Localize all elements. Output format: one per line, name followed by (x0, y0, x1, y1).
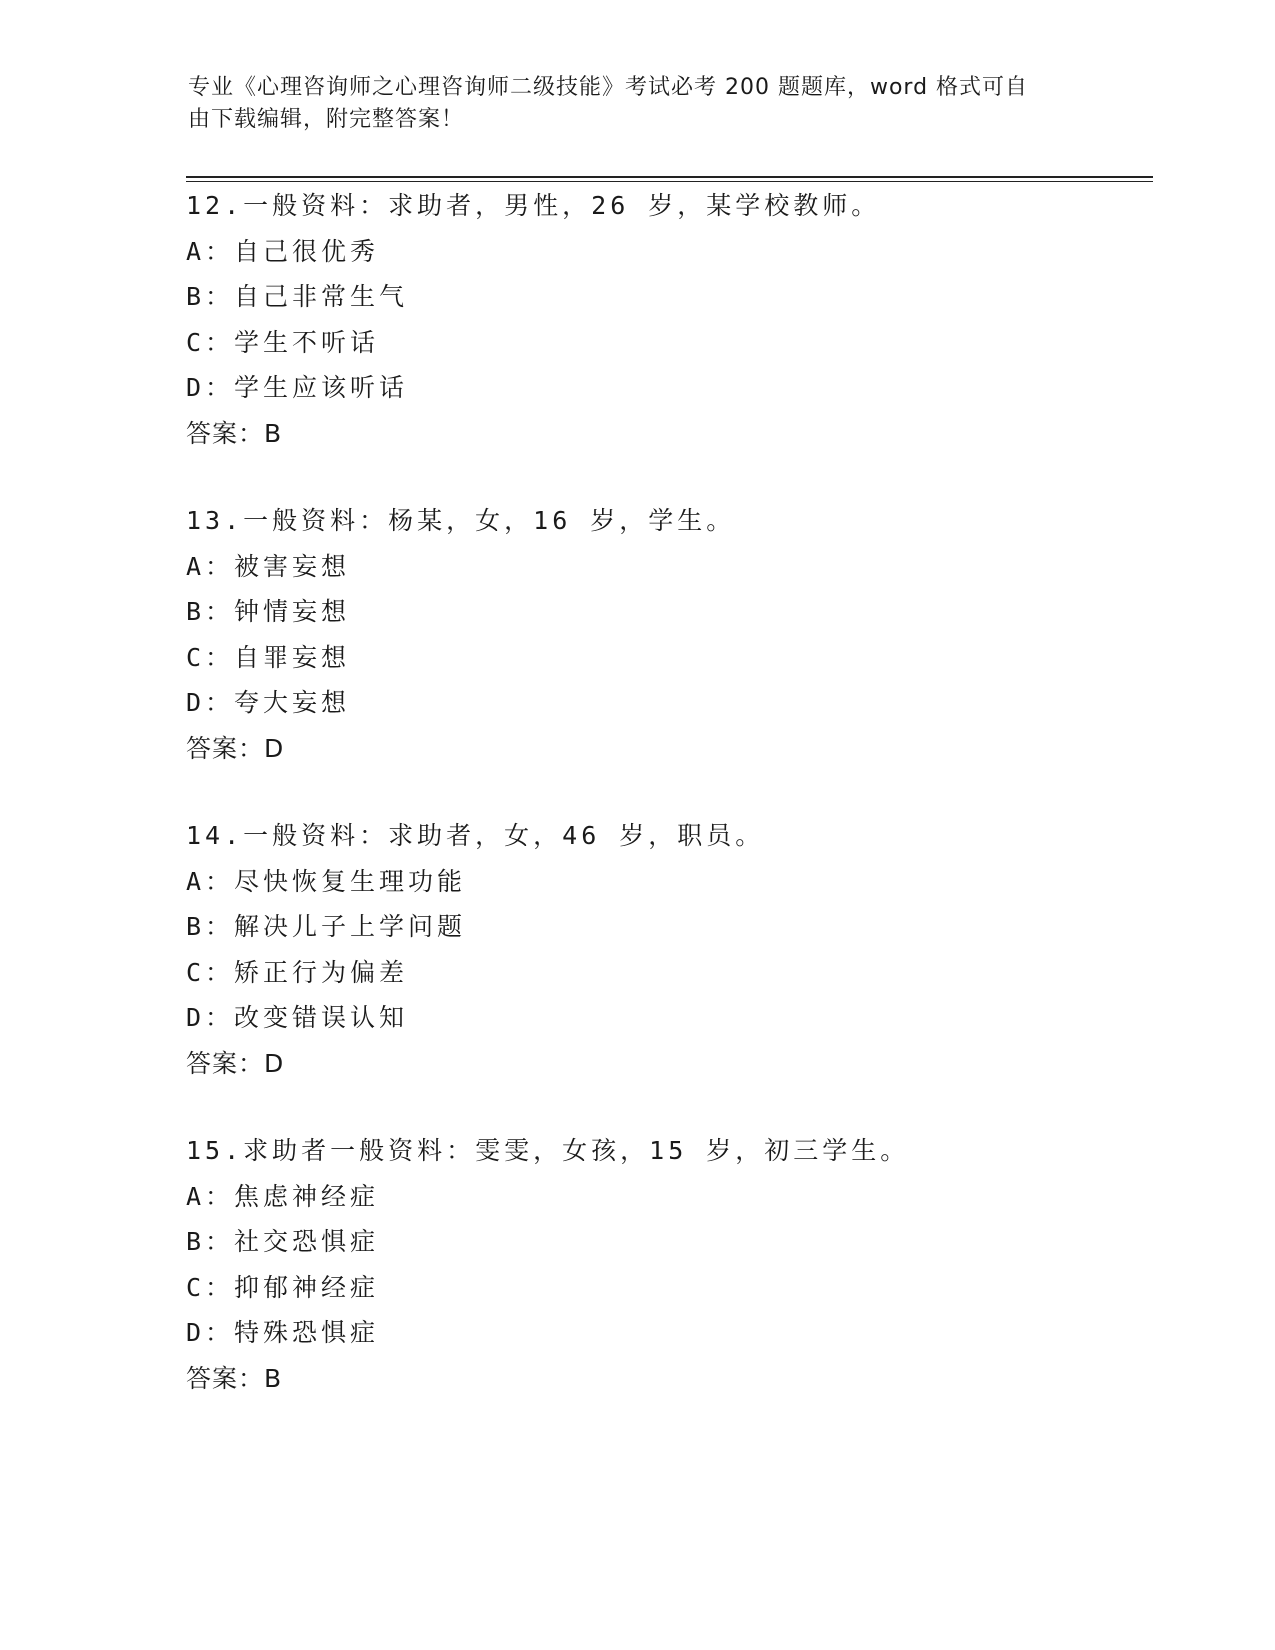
option-a: A：尽快恢复生理功能 (186, 866, 467, 896)
question-block (186, 1128, 1146, 1402)
header-line-2: 由下载编辑，附完整答案！ (188, 107, 465, 132)
option-b: B：钟情妄想 (186, 597, 351, 627)
document-header (188, 72, 1088, 136)
question-stem: 12.一般资料：求助者，男性，26 岁，某学校教师。 (186, 191, 881, 220)
option-c: C：学生不听话 (186, 327, 380, 357)
answer-line: 答案：D (186, 1048, 285, 1078)
option-a: A：焦虑神经症 (186, 1181, 380, 1211)
option-d: D：夸大妄想 (186, 688, 351, 718)
question-stem: 13.一般资料：杨某，女，16 岁，学生。 (186, 506, 736, 535)
option-c: C：矫正行为偏差 (186, 957, 409, 987)
option-d: D：改变错误认知 (186, 1003, 409, 1033)
question-block (186, 183, 1146, 457)
option-b: B：自己非常生气 (186, 282, 409, 312)
question-block (186, 813, 1146, 1087)
question-stem: 14.一般资料：求助者，女，46 岁，职员。 (186, 821, 765, 850)
header-rule-thick (186, 176, 1153, 178)
option-c: C：抑郁神经症 (186, 1272, 380, 1302)
option-b: B：社交恐惧症 (186, 1227, 380, 1257)
option-a: A：自己很优秀 (186, 236, 380, 266)
answer-line: 答案：D (186, 733, 285, 763)
answer-line: 答案：B (186, 1363, 283, 1393)
question-stem: 15.求助者一般资料：雯雯，女孩，15 岁，初三学生。 (186, 1136, 910, 1165)
header-rule-thin (186, 181, 1153, 182)
option-c: C：自罪妄想 (186, 642, 351, 672)
header-line-1: 专业《心理咨询师之心理咨询师二级技能》考试必考 200 题题库，word 格式可自 (188, 75, 1029, 100)
option-d: D：学生应该听话 (186, 373, 409, 403)
option-b: B：解决儿子上学问题 (186, 912, 467, 942)
question-block (186, 498, 1146, 772)
answer-line: 答案：B (186, 418, 283, 448)
option-a: A：被害妄想 (186, 551, 351, 581)
option-d: D：特殊恐惧症 (186, 1318, 380, 1348)
